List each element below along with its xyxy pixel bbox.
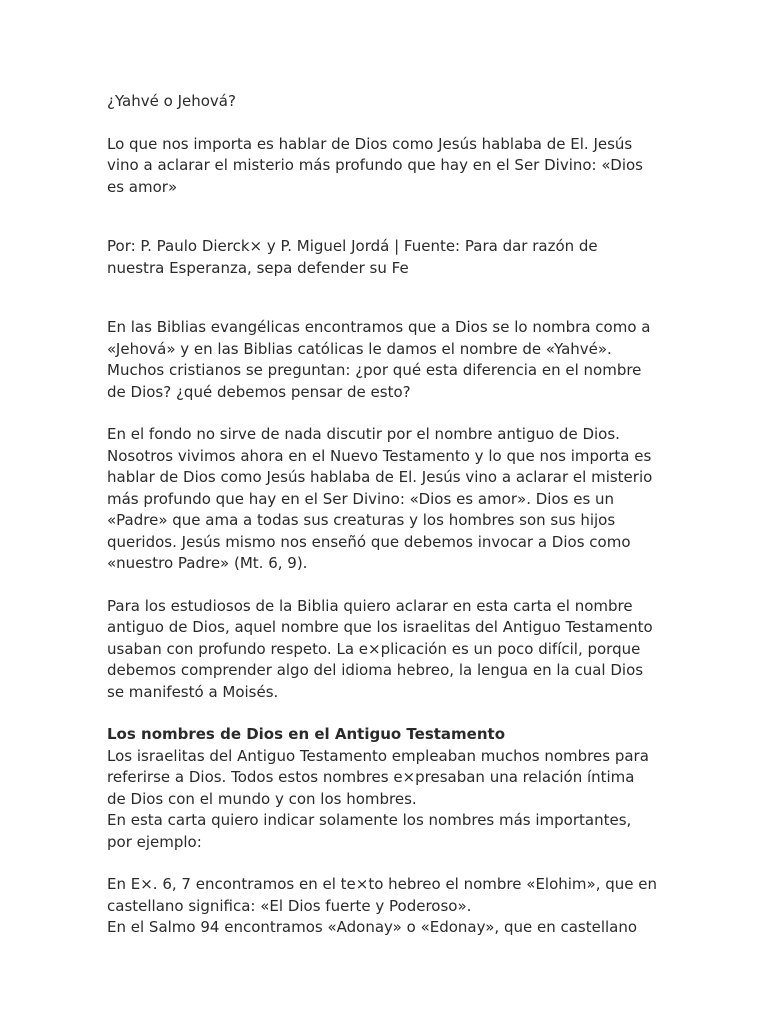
paragraph-2: En el fondo no sirve de nada discutir por el nombre antiguo de Dios. Nosotros vivimos ahora en el Nuevo Testamento y lo que nos importa es hablar de Dios como Jesús hablaba de El. Jesús vino a aclarar el misterio más profundo que hay en el Ser Divino: «Dios es amor». Dios es un «Padre» que ama a todas sus creaturas y los hombres son sus hijos queridos. Jesús mismo nos enseñó que debemos invocar a Dios como «nuestro Padre» (Mt. 6, 9). <box>107 425 653 572</box>
document-page <box>107 91 667 939</box>
paragraph-1: En las Biblias evangélicas encontramos que a Dios se lo nombra como a «Jehová» y en las Biblias católicas le damos el nombre de «Yahvé». Muchos cristianos se preguntan: ¿por qué esta diferencia en el nombre de Dios? ¿qué debemos pensar de esto? <box>107 318 651 401</box>
document-subtitle: Lo que nos importa es hablar de Dios como Jesús hablaba de El. Jesús vino a aclarar el misterio más profundo que hay en el Ser Divino: «Dios es amor» <box>107 134 643 196</box>
section-paragraph-2: En E×. 6, 7 encontramos en el te×to hebreo el nombre «Elohim», que en castellano significa: «El Dios fuerte y Poderoso». En el Salmo 94 encontramos «Adonay» o «Edonay», que en castellano <box>107 875 658 936</box>
paragraph-3: Para los estudiosos de la Biblia quiero aclarar en esta carta el nombre antiguo de Dios, aquel nombre que los israelitas del Antiguo Testamento usaban con profundo respeto. La e×plicación es un poco difícil, porque debemos comprender algo del idioma hebreo, la lengua en la cual Dios se manifestó a Moisés. <box>107 596 653 701</box>
document-byline: Por: P. Paulo Dierck× y P. Miguel Jordá | Fuente: Para dar razón de nuestra Esperanza, sepa defender su Fe <box>107 237 598 277</box>
section-paragraph-1: Los israelitas del Antiguo Testamento empleaban muchos nombres para referirse a Dios. Todos estos nombres e×presaban una relación íntima de Dios con el mundo y con los hombres. En esta carta quiero indicar solamente los nombres más importantes, por ejemplo: <box>107 746 649 851</box>
section-heading: Los nombres de Dios en el Antiguo Testamento <box>107 725 506 743</box>
document-title: ¿Yahvé o Jehová? <box>107 92 236 110</box>
